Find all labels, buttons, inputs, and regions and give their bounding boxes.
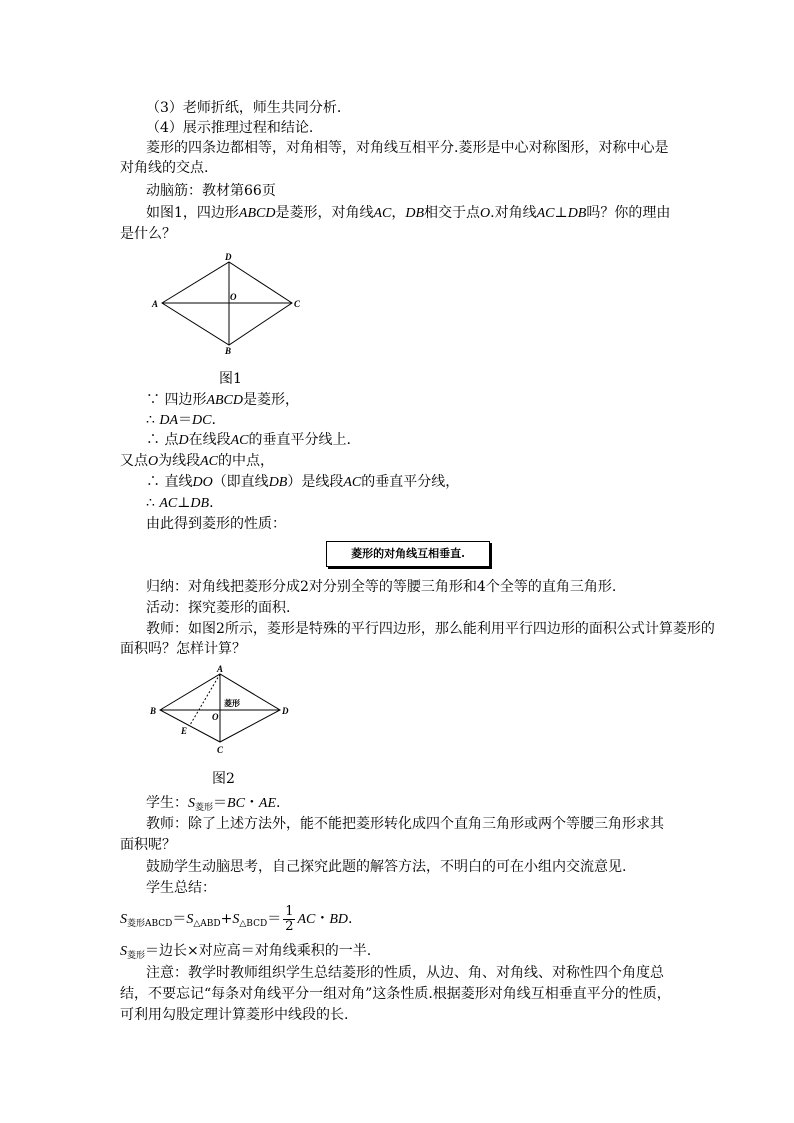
area-formula: $S_{菱形ABCD}=S_{\triangle ABD}+S_{\triangle BCD}=$ $\frac{1}{2}$ AC・BD. xyxy=(120,903,353,934)
vertex-label-e: E xyxy=(181,726,188,736)
text-line: 动脑筋：教材第66页 xyxy=(146,183,276,199)
vertex-label-b: B xyxy=(225,346,232,356)
proof-line: ∴ 点D在线段AC的垂直平分线上. xyxy=(146,432,351,448)
text-line: 由此得到菱形的性质： xyxy=(146,516,286,532)
text-line: 是什么？ xyxy=(120,226,176,242)
vertex-label-a: A xyxy=(217,664,224,674)
figure-2-caption: 图2 xyxy=(212,771,235,787)
text-line: （3）老师折纸，师生共同分析. xyxy=(146,100,342,116)
figure-1-caption: 图1 xyxy=(219,371,242,387)
text-line: 菱形的四条边都相等，对角相等，对角线互相平分.菱形是中心对称图形，对称中心是 xyxy=(146,140,669,156)
proof-line: 又点O为线段AC的中点， xyxy=(120,453,275,469)
property-box: 菱形的对角线互相垂直. xyxy=(326,541,490,567)
text-line: 对角线的交点. xyxy=(120,160,209,176)
proof-line: ∴ DA＝DC. xyxy=(146,412,216,428)
text-line: 面积吗？怎样计算？ xyxy=(120,641,246,657)
text-line: （4）展示推理过程和结论. xyxy=(146,120,314,136)
fraction-one-half: $\frac{1}{2}$ xyxy=(285,903,294,934)
figure-1-rhombus xyxy=(150,250,310,360)
text-line: 如图1，四边形ABCD是菱形，对角线AC，DB相交于点O.对角线AC⊥DB吗？你的理由 xyxy=(146,205,671,221)
vertex-label-c: C xyxy=(217,745,224,755)
text-line: $S_{菱形}=$边长×对应高＝对角线乘积的一半. xyxy=(120,943,372,961)
vertex-label-o: O xyxy=(230,292,237,302)
proof-line: ∴ 直线DO（即直线DB）是线段AC的垂直平分线， xyxy=(146,474,460,490)
region-label: 菱形 xyxy=(224,699,240,708)
text-line: 活动：探究菱形的面积. xyxy=(146,600,291,616)
figure-2-rhombus xyxy=(148,662,298,758)
text-line: 教师：如图2所示，菱形是特殊的平行四边形，那么能利用平行四边形的面积公式计算菱形的 xyxy=(146,621,715,637)
text-line: 注意：教学时教师组织学生总结菱形的性质，从边、角、对角线、对称性四个角度总 xyxy=(146,965,664,981)
vertex-label-c: C xyxy=(294,299,301,309)
text-line: 面积呢？ xyxy=(120,837,176,853)
text-line: 鼓励学生动脑思考，自己探究此题的解答方法，不明白的可在小组内交流意见. xyxy=(146,859,627,875)
text-line: 归纳：对角线把菱形分成2对分别全等的等腰三角形和4个全等的直角三角形. xyxy=(146,579,617,595)
proof-line: ∵ 四边形ABCD是菱形， xyxy=(146,392,300,408)
text-line: 学生总结： xyxy=(146,880,216,896)
vertex-label-d: D xyxy=(282,706,289,716)
vertex-label-a: A xyxy=(152,299,159,309)
text-line: 结，不要忘记“每条对角线平分一组对角”这条性质.根据菱形对角线互相垂直平分的性质， xyxy=(120,986,671,1002)
proof-line: ∴ AC⊥DB. xyxy=(146,495,214,511)
text-line: 学生：$S_{菱形}=BC$・AE. xyxy=(146,795,281,813)
vertex-label-o: O xyxy=(212,712,219,722)
vertex-label-b: B xyxy=(150,706,157,716)
text-line: 可利用勾股定理计算菱形中线段的长. xyxy=(120,1007,349,1023)
text-line: 教师：除了上述方法外，能不能把菱形转化成四个直角三角形或两个等腰三角形求其 xyxy=(146,816,664,832)
vertex-label-d: D xyxy=(225,252,232,262)
